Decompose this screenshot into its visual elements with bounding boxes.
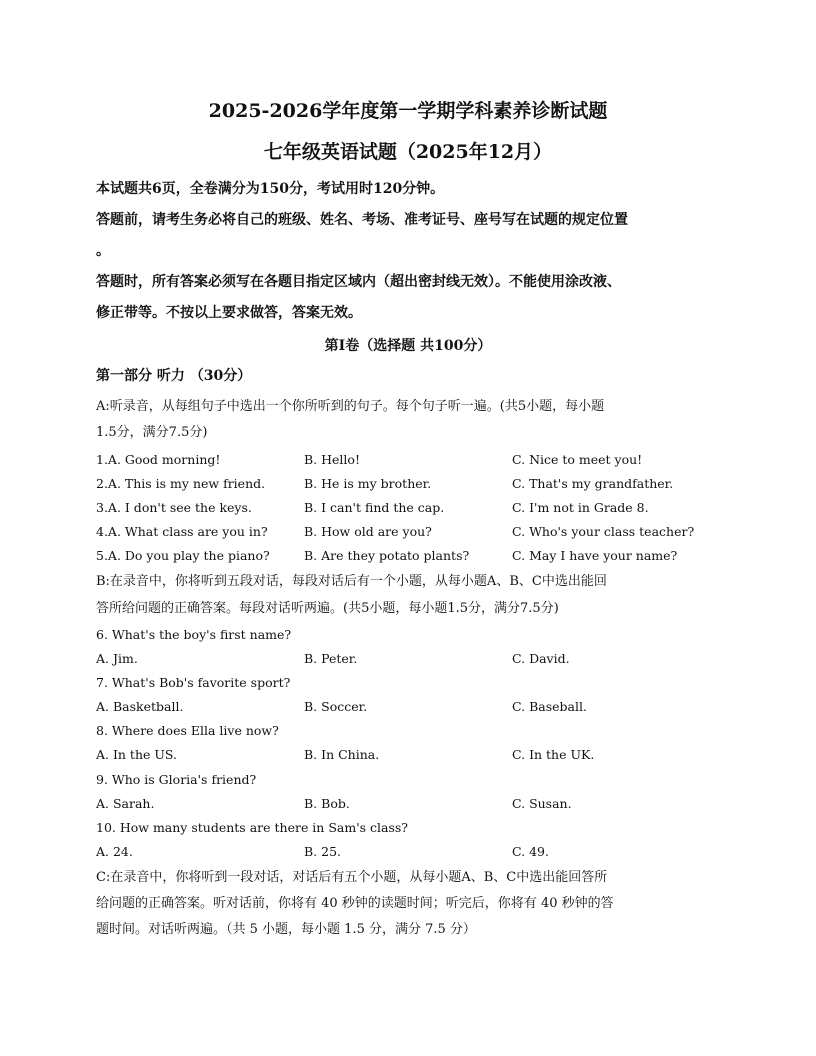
option-c: C. Susan. bbox=[512, 796, 572, 811]
section-c-instructions: 给问题的正确答案。听对话前，你将有 40 秒钟的读题时间；听完后，你将有 40 秒钟的答 bbox=[96, 896, 614, 911]
note-line: 答题前，请考生务必将自己的班级、姓名、考场、准考证号、座号写在试题的规定位置 bbox=[96, 212, 628, 228]
option-c: C. Who's your class teacher? bbox=[512, 524, 695, 539]
option-a: A. 24. bbox=[96, 844, 133, 859]
option-c: C. I'm not in Grade 8. bbox=[512, 500, 649, 515]
option-b: B. I can't find the cap. bbox=[304, 500, 445, 515]
option-c: C. In the UK. bbox=[512, 747, 595, 762]
option-b: B. He is my brother. bbox=[304, 476, 432, 491]
note-line: 本试题共6页，全卷满分为150分，考试用时120分钟。 bbox=[96, 181, 445, 197]
option-a: 4.A. What class are you in? bbox=[96, 524, 268, 539]
note-line: 答题时，所有答案必须写在各题目指定区域内（超出密封线无效）。不能使用涂改液、 bbox=[96, 274, 621, 290]
option-c: C. David. bbox=[512, 651, 570, 666]
option-a: A. Jim. bbox=[96, 651, 138, 666]
question-stem: 8. Where does Ella live now? bbox=[96, 723, 279, 738]
option-b: B. In China. bbox=[304, 747, 380, 762]
option-a: A. Basketball. bbox=[96, 699, 184, 714]
option-b: B. Are they potato plants? bbox=[304, 548, 470, 563]
option-c: C. May I have your name? bbox=[512, 548, 678, 563]
option-b: B. Hello! bbox=[304, 452, 360, 467]
exam-title: 2025-2026学年度第一学期学科素养诊断试题 bbox=[208, 100, 608, 122]
section-c-instructions: C:在录音中，你将听到一段对话，对话后有五个小题，从每小题A、B、C中选出能回答所 bbox=[96, 870, 608, 885]
part-title: 第一部分 听力 （30分） bbox=[96, 368, 252, 384]
question-stem: 6. What's the boy's first name? bbox=[96, 627, 292, 642]
section-c-instructions: 题时间。对话听两遍。（共 5 小题，每小题 1.5 分，满分 7.5 分） bbox=[96, 922, 476, 937]
option-b: B. Peter. bbox=[304, 651, 358, 666]
exam-subtitle: 七年级英语试题（2025年12月） bbox=[263, 141, 553, 163]
option-a: A. Sarah. bbox=[96, 796, 155, 811]
option-a: A. In the US. bbox=[96, 747, 178, 762]
option-b: B. Soccer. bbox=[304, 699, 368, 714]
option-c: C. Baseball. bbox=[512, 699, 587, 714]
option-a: 2.A. This is my new friend. bbox=[96, 476, 266, 491]
option-a: 3.A. I don't see the keys. bbox=[96, 500, 252, 515]
section-a-instructions: 1.5分，满分7.5分) bbox=[96, 425, 208, 440]
question-stem: 7. What's Bob's favorite sport? bbox=[96, 675, 291, 690]
question-stem: 10. How many students are there in Sam's class? bbox=[96, 820, 409, 835]
section-b-instructions: 答所给问题的正确答案。每段对话听两遍。(共5小题，每小题1.5分，满分7.5分) bbox=[96, 601, 559, 616]
section-a-instructions: A:听录音，从每组句子中选出一个你所听到的句子。每个句子听一遍。(共5小题，每小题 bbox=[96, 399, 605, 414]
option-b: B. How old are you? bbox=[304, 524, 432, 539]
option-c: C. 49. bbox=[512, 844, 549, 859]
option-b: B. 25. bbox=[304, 844, 342, 859]
question-stem: 9. Who is Gloria's friend? bbox=[96, 772, 257, 787]
option-b: B. Bob. bbox=[304, 796, 350, 811]
note-line: 修正带等。不按以上要求做答，答案无效。 bbox=[96, 305, 362, 321]
option-a: 5.A. Do you play the piano? bbox=[96, 548, 270, 563]
section-b-instructions: B:在录音中，你将听到五段对话，每段对话后有一个小题，从每小题A、B、C中选出能回 bbox=[96, 574, 607, 589]
volume-title: 第Ⅰ卷（选择题 共100分） bbox=[324, 338, 492, 354]
option-a: 1.A. Good morning! bbox=[96, 452, 221, 467]
option-c: C. That's my grandfather. bbox=[512, 476, 674, 491]
note-line: 。 bbox=[96, 243, 110, 259]
option-c: C. Nice to meet you! bbox=[512, 452, 643, 467]
